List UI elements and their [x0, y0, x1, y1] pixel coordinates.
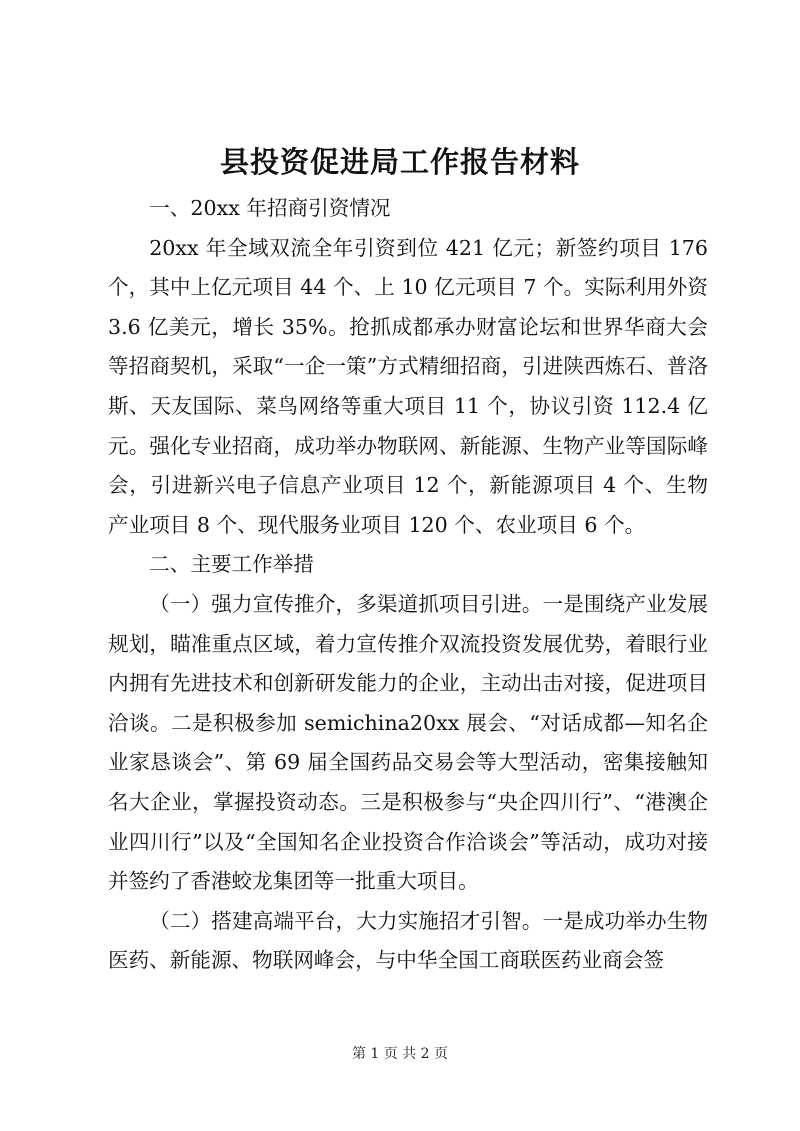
section-heading-2: 二、主要工作举措: [149, 552, 314, 577]
document-body: [108, 189, 708, 981]
paragraph-measure-2: （二）搭建高端平台，大力实施招才引智。一是成功举办生物医药、新能源、物联网峰会，与中华全国工商联医药业商会签: [108, 908, 708, 973]
section-heading-1: 一、20xx 年招商引资情况: [149, 196, 391, 220]
paragraph-investment-summary: 20xx 年全域双流全年引资到位 421 亿元；新签约项目 176 个，其中上亿元项目 44 个、上 10 亿元项目 7 个。实际利用外资 3.6 亿美元，增长 35%。抢抓成都承办财富论坛和世界华商大会等招商契机，采取“一企一策”方式精细招商，引进陕西炼石、普洛斯、天友国际、菜鸟网络等重大项目 11 个，协议引资 112.4 亿元。强化专业招商，成功举办物联网、新能源、生物产业等国际峰会，引进新兴电子信息产业项目 12 个，新能源项目 4 个、生物产业项目 8 个、现代服务业项目 120 个、农业项目 6 个。: [108, 235, 708, 537]
page-footer: 第 1 页 共 2 页: [351, 1046, 449, 1062]
document-title: 县投资促进局工作报告材料: [219, 145, 580, 179]
paragraph-measure-1: （一）强力宣传推介，多渠道抓项目引进。一是围绕产业发展规划，瞄准重点区域，着力宣传推介双流投资发展优势，着眼行业内拥有先进技术和创新研发能力的企业，主动出击对接，促进项目洽谈。二是积极参加 semichina20xx 展会、“对话成都—知名企业家恳谈会”、第 69 届全国药品交易会等大型活动，密集接触知名大企业，掌握投资动态。三是积极参与“央企四川行”、“港澳企业四川行”以及“全国知名企业投资合作洽谈会”等活动，成功对接并签约了香港蛟龙集团等一批重大项目。: [108, 591, 708, 894]
